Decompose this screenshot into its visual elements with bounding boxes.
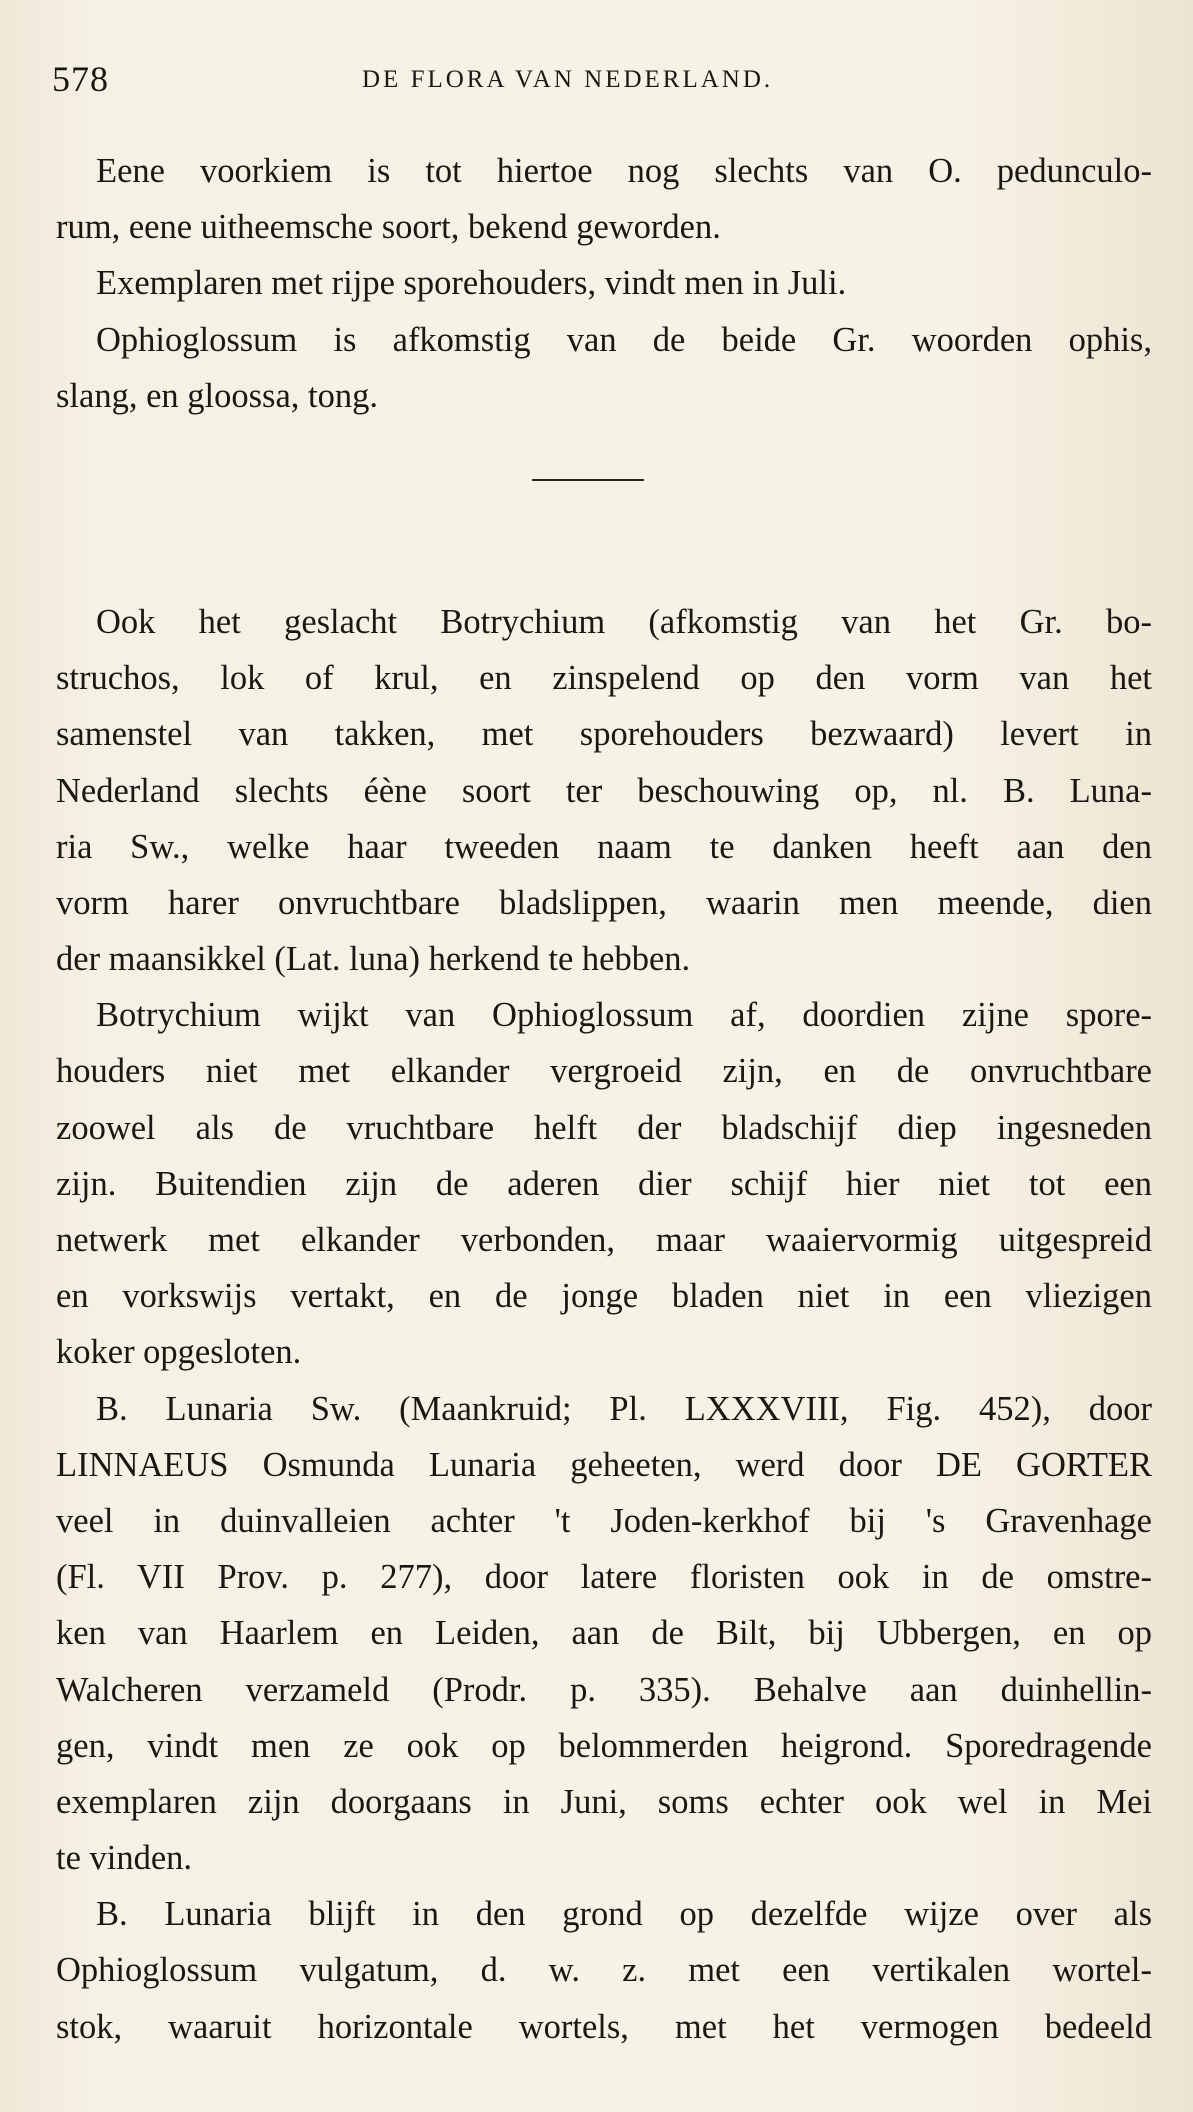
page-header <box>52 58 1152 108</box>
text-line: Walcheren verzameld (Prodr. p. 335). Behalve aan duinhellin- <box>56 1670 1152 1709</box>
text-line: netwerk met elkander verbonden, maar waaiervormig uitgespreid <box>56 1221 1152 1259</box>
page-number: 578 <box>52 59 109 99</box>
text-line: rum, eene uitheemsche soort, bekend geworden. <box>56 208 721 247</box>
section-gap <box>56 522 1152 594</box>
page-body <box>56 143 1152 2055</box>
running-head: DE FLORA VAN NEDERLAND. <box>362 66 774 93</box>
text-line: ria Sw., welke haar tweeden naam te danken heeft aan den <box>56 827 1152 866</box>
text-line: samenstel van takken, met sporehouders bezwaard) levert in <box>56 715 1152 754</box>
text-line: Botrychium wijkt van Ophioglossum af, doordien zijne spore- <box>96 996 1152 1035</box>
text-line: veel in duinvalleien achter 't Joden-kerkhof bij 's Gravenhage <box>56 1501 1152 1540</box>
text-line: zoowel als de vruchtbare helft der bladschijf diep ingesneden <box>56 1108 1152 1147</box>
text-line: LINNAEUS Osmunda Lunaria geheeten, werd door DE GORTER <box>56 1445 1152 1484</box>
text-line: Eene voorkiem is tot hiertoe nog slechts van O. pedunculo- <box>96 152 1152 190</box>
section-ophioglossum <box>56 143 1152 424</box>
text-line: stok, waaruit horizontale wortels, met het vermogen bedeeld <box>56 2007 1152 2046</box>
text-line: en vorkswijs vertakt, en de jonge bladen niet in een vliezigen <box>56 1277 1152 1316</box>
text-line: Ophioglossum vulgatum, d. w. z. met een vertikalen wortel- <box>56 1951 1152 1990</box>
text-line: (Fl. VII Prov. p. 277), door latere floristen ook in de omstre- <box>56 1558 1152 1597</box>
section-separator <box>56 424 1152 522</box>
text-line: Nederland slechts éène soort ter beschouwing op, nl. B. Luna- <box>56 771 1152 810</box>
text-line: struchos, lok of krul, en zinspelend op den vorm van het <box>56 659 1152 698</box>
text-line: ken van Haarlem en Leiden, aan de Bilt, bij Ubbergen, en op <box>56 1614 1152 1653</box>
text-line: te vinden. <box>56 1839 193 1878</box>
text-line: slang, en gloossa, tong. <box>56 376 378 415</box>
text-line: vorm harer onvruchtbare bladslippen, waarin men meende, dien <box>56 883 1152 922</box>
text-line: exemplaren zijn doorgaans in Juni, soms echter ook wel in Mei <box>56 1782 1152 1821</box>
text-line: B. Lunaria Sw. (Maankruid; Pl. LXXXVIII, Fig. 452), door <box>96 1389 1152 1428</box>
text-line: zijn. Buitendien zijn de aderen dier schijf hier niet tot een <box>56 1164 1152 1203</box>
text-line: Ophioglossum is afkomstig van de beide Gr. woorden ophis, <box>96 320 1152 359</box>
text-line: koker opgesloten. <box>56 1333 302 1372</box>
text-line: der maansikkel (Lat. luna) herkend te hebben. <box>56 940 691 979</box>
section-botrychium <box>56 594 1152 2055</box>
text-line: Ook het geslacht Botrychium (afkomstig van het Gr. bo- <box>96 602 1152 641</box>
text-line: Exemplaren met rijpe sporehouders, vindt men in Juli. <box>96 264 847 303</box>
text-line: houders niet met elkander vergroeid zijn, en de onvruchtbare <box>56 1052 1152 1091</box>
separator-rule <box>532 479 644 481</box>
text-line: B. Lunaria blijft in den grond op dezelfde wijze over als <box>96 1895 1152 1934</box>
text-line: gen, vindt men ze ook op belommerden heigrond. Sporedragende <box>56 1726 1152 1765</box>
